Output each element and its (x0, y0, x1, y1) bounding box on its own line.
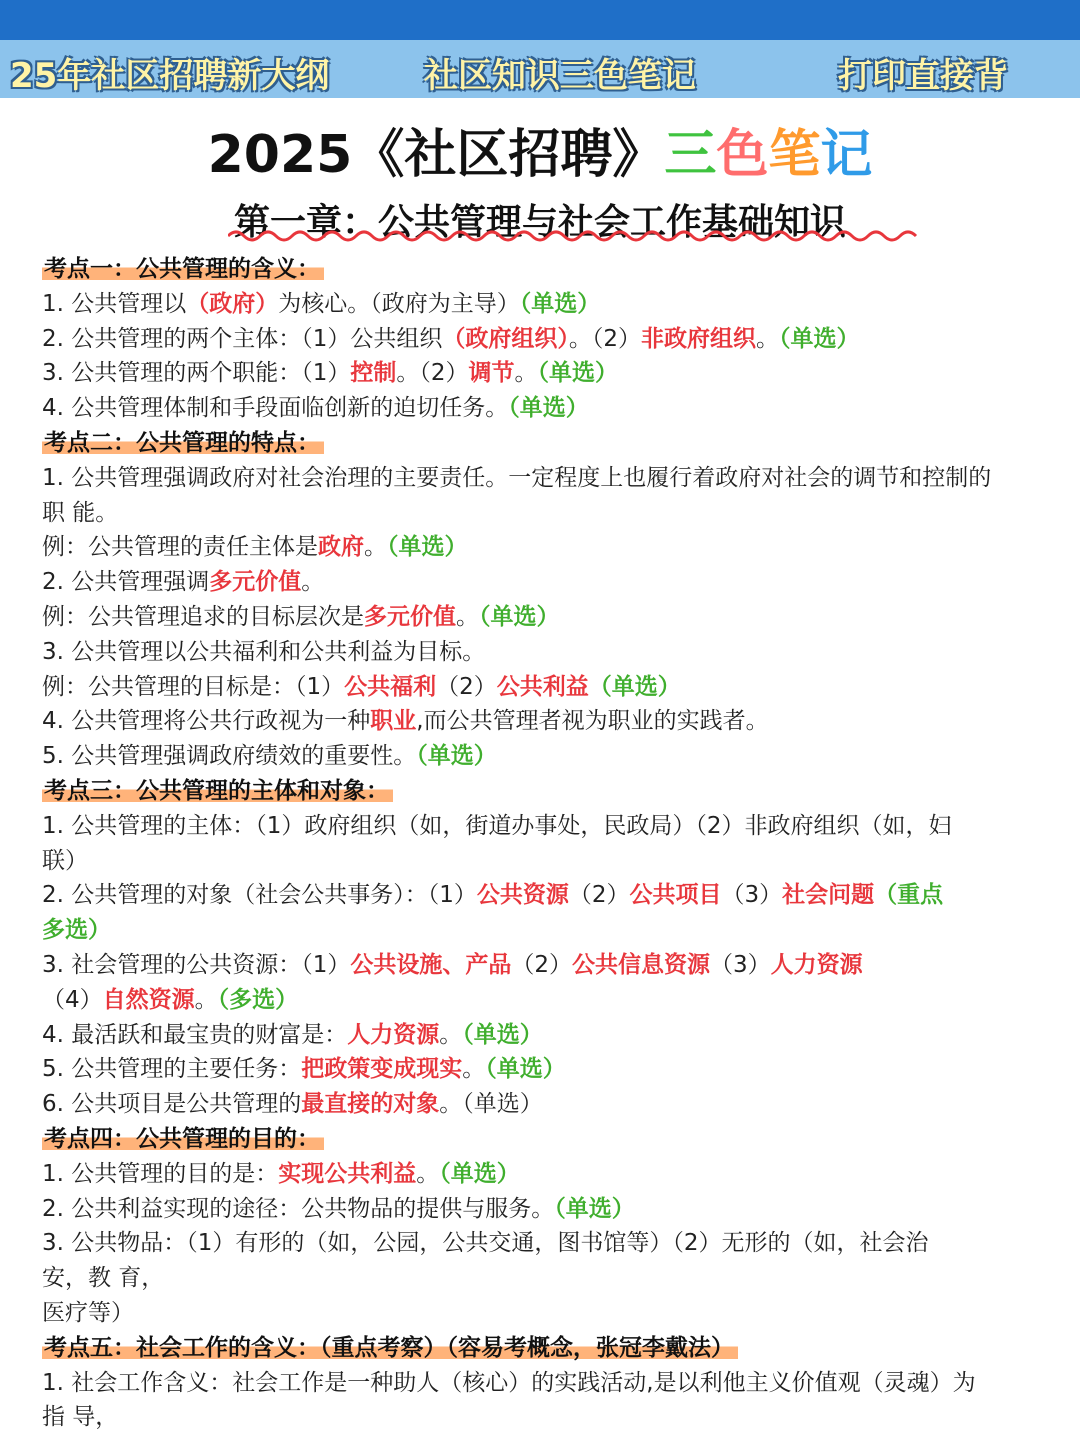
note-text: 。 (301, 569, 325, 596)
note-line (42, 287, 1062, 322)
note-text: 职 能。 (42, 499, 119, 526)
key-term: 政府 (318, 534, 364, 561)
note-text: 考点五：社会工作的含义：（重点考察）（容易考概念，张冠李戴法） (44, 1334, 734, 1361)
note-text: 。 (462, 1056, 486, 1083)
note-line (42, 530, 1062, 565)
question-type-tag: （单选） (537, 360, 619, 387)
note-text: 。 (439, 1021, 463, 1048)
question-type-tag: （单选） (554, 1195, 635, 1222)
note-line (42, 983, 1062, 1018)
title-color-char-2: 色 (716, 125, 769, 185)
key-term: 人力资源 (347, 1021, 440, 1048)
note-text: 1. 公共管理强调政府对社会治理的主要责任。一定程度上也履行着政府对社会的调节和控制的 (42, 464, 992, 491)
question-type-tag: （单选） (779, 325, 860, 352)
section-heading (42, 252, 1062, 287)
title-prefix: 2025《社区招聘》 (207, 125, 665, 185)
note-text: 1. 公共管理以 (42, 290, 187, 317)
note-text: 安，教 育， (42, 1265, 165, 1292)
key-term: 公共设施、产品 (350, 951, 512, 978)
note-text: 联） (42, 847, 88, 874)
section-heading (42, 774, 1062, 809)
note-text: 。 (514, 360, 538, 387)
note-text: 考点二：公共管理的特点： (44, 429, 320, 456)
note-text: 。 (456, 603, 479, 630)
note-text: 例：公共管理追求的目标层次是 (42, 603, 364, 630)
note-line (42, 1052, 1062, 1087)
key-term: 多元价值 (209, 569, 302, 596)
question-type-tag: （单选） (387, 534, 468, 561)
note-text: 医疗等） (42, 1299, 134, 1326)
title-color-char-4: 记 (820, 125, 873, 185)
note-text: 。 (416, 1160, 440, 1187)
question-type-tag: （单选） (519, 290, 601, 317)
note-line (42, 391, 1062, 426)
note-text: 指 导， (42, 1404, 119, 1431)
note-text: 4. 最活跃和最宝贵的财富是： (42, 1021, 348, 1048)
note-line (42, 948, 1062, 983)
key-term: 公共资源 (476, 882, 569, 909)
note-text: 3. 公共管理的两个职能：（1） (42, 360, 351, 387)
note-line (42, 844, 1062, 879)
question-type-tag: （单选） (479, 603, 560, 630)
note-text: 2. 公共利益实现的途径：公共物品的提供与服务。 (42, 1195, 555, 1222)
key-term: 公共福利 (344, 673, 437, 700)
note-text: 。 (756, 325, 780, 352)
key-term: 社会问题 (782, 882, 875, 909)
question-type-tag: （单选） (588, 673, 681, 700)
key-term: 公共信息资源 (572, 951, 711, 978)
note-line (42, 670, 1062, 705)
note-line (42, 913, 1062, 948)
note-text: 。 (364, 534, 387, 561)
heading-highlight (42, 778, 393, 804)
section-heading (42, 1122, 1062, 1157)
note-text: 2. 公共管理的对象（社会公共事务）：（1） (42, 882, 477, 909)
top-color-bar (0, 0, 1080, 40)
note-text: 3. 公共物品：（1）有形的（如，公园，公共交通，图书馆等）（2）无形的（如，社会治 (42, 1230, 929, 1257)
key-term: 实现公共利益 (278, 1160, 417, 1187)
note-line (42, 322, 1062, 357)
question-type-tag: 多选） (42, 917, 111, 944)
question-type-tag: （单选） (416, 743, 497, 770)
key-term: 公共项目 (629, 882, 722, 909)
key-term: 自然资源 (102, 986, 195, 1013)
title-color-char-3: 笔 (768, 125, 821, 185)
page-title (0, 112, 1080, 187)
key-term: 公共利益 (496, 673, 589, 700)
note-text: 2. 公共管理的两个主体：（1）公共组织 (42, 325, 443, 352)
heading-highlight (42, 1126, 324, 1152)
header-banner (0, 40, 1080, 98)
note-line (42, 1400, 1062, 1435)
note-line (42, 600, 1062, 635)
question-type-tag: （单选） (485, 1056, 566, 1083)
notes-content (42, 252, 1062, 1435)
heading-highlight (42, 430, 324, 456)
note-text: （2） (568, 882, 630, 909)
key-term: 把政策变成现实 (301, 1056, 463, 1083)
note-text: 5. 公共管理强调政府绩效的重要性。 (42, 743, 417, 770)
key-term: 控制 (350, 360, 397, 387)
note-text: 4. 公共管理体制和手段面临创新的迫切任务。 (42, 395, 509, 422)
key-term: 最直接的对象 (301, 1091, 440, 1118)
note-text: 例：公共管理的责任主体是 (42, 534, 318, 561)
note-text: （3） (721, 882, 783, 909)
note-text: 1. 公共管理的主体：（1）政府组织（如，街道办事处，民政局）（2）非政府组织（如，妇 (42, 812, 952, 839)
note-text: 例：公共管理的目标是：（1） (42, 673, 345, 700)
note-line (42, 1087, 1062, 1122)
note-text: 为核心。（政府为主导） (278, 290, 520, 317)
note-line (42, 809, 1062, 844)
section-heading (42, 1331, 1062, 1366)
key-term: 职业 (370, 708, 417, 735)
note-text: 4. 公共管理将公共行政视为一种 (42, 708, 371, 735)
banner-right-text: 打印直接背 (838, 56, 1008, 96)
note-line (42, 1018, 1062, 1053)
wavy-underline (228, 228, 918, 250)
key-term: （政府） (186, 290, 279, 317)
note-text: 5. 公共管理的主要任务： (42, 1056, 302, 1083)
note-text: 2. 公共管理强调 (42, 569, 210, 596)
note-line (42, 496, 1062, 531)
banner-left-text: 25年社区招聘新大纲 (10, 56, 330, 96)
note-text: 1. 公共管理的目的是： (42, 1160, 279, 1187)
note-text: （3） (710, 951, 771, 978)
chapter-title: 第一章：公共管理与社会工作基础知识 (233, 202, 846, 243)
question-type-tag: （单选） (508, 395, 589, 422)
note-line (42, 1366, 1062, 1401)
note-text: 考点四：公共管理的目的： (44, 1125, 320, 1152)
note-text: 。（单选） (439, 1091, 543, 1118)
question-type-tag: （多选） (217, 986, 299, 1013)
heading-highlight (42, 256, 324, 282)
key-term: 调节 (468, 360, 515, 387)
title-color-char-1: 三 (664, 125, 717, 185)
question-type-tag: （单选） (439, 1160, 520, 1187)
note-text: 考点一：公共管理的含义： (44, 256, 320, 282)
key-term: 人力资源 (770, 951, 863, 978)
key-term: 非政府组织 (641, 325, 757, 352)
note-text: （4） (42, 986, 103, 1013)
note-line (42, 739, 1062, 774)
note-line (42, 461, 1062, 496)
note-line (42, 878, 1062, 913)
note-text: 。（2） (396, 360, 469, 387)
note-line (42, 704, 1062, 739)
note-line (42, 1261, 1062, 1296)
note-line (42, 356, 1062, 391)
heading-highlight (42, 1335, 738, 1361)
note-text: 。 (194, 986, 218, 1013)
note-line (42, 1226, 1062, 1261)
note-line (42, 1296, 1062, 1331)
note-text: 3. 公共管理以公共福利和公共利益为目标。 (42, 638, 486, 665)
note-line (42, 565, 1062, 600)
banner-middle-text: 社区知识三色笔记 (424, 56, 696, 96)
key-term: （政府组织） (442, 325, 569, 352)
question-type-tag: （重点 (874, 882, 944, 909)
note-text: 。（2） (568, 325, 642, 352)
note-text: 3. 社会管理的公共资源：（1） (42, 951, 351, 978)
note-text: 6. 公共项目是公共管理的 (42, 1091, 302, 1118)
note-text: 考点三：公共管理的主体和对象： (44, 777, 389, 804)
note-text: 1. 社会工作含义：社会工作是一种助人（核心）的实践活动,是以利他主义价值观（灵魂）为 (42, 1369, 976, 1396)
note-text: （2） (511, 951, 573, 978)
section-heading (42, 426, 1062, 461)
note-line (42, 1157, 1062, 1192)
question-type-tag: （单选） (462, 1021, 543, 1048)
key-term: 多元价值 (364, 603, 456, 630)
note-text: （2） (436, 673, 497, 700)
note-line (42, 635, 1062, 670)
note-line (42, 1192, 1062, 1227)
note-text: ,而公共管理者视为职业的实践者。 (416, 708, 769, 735)
